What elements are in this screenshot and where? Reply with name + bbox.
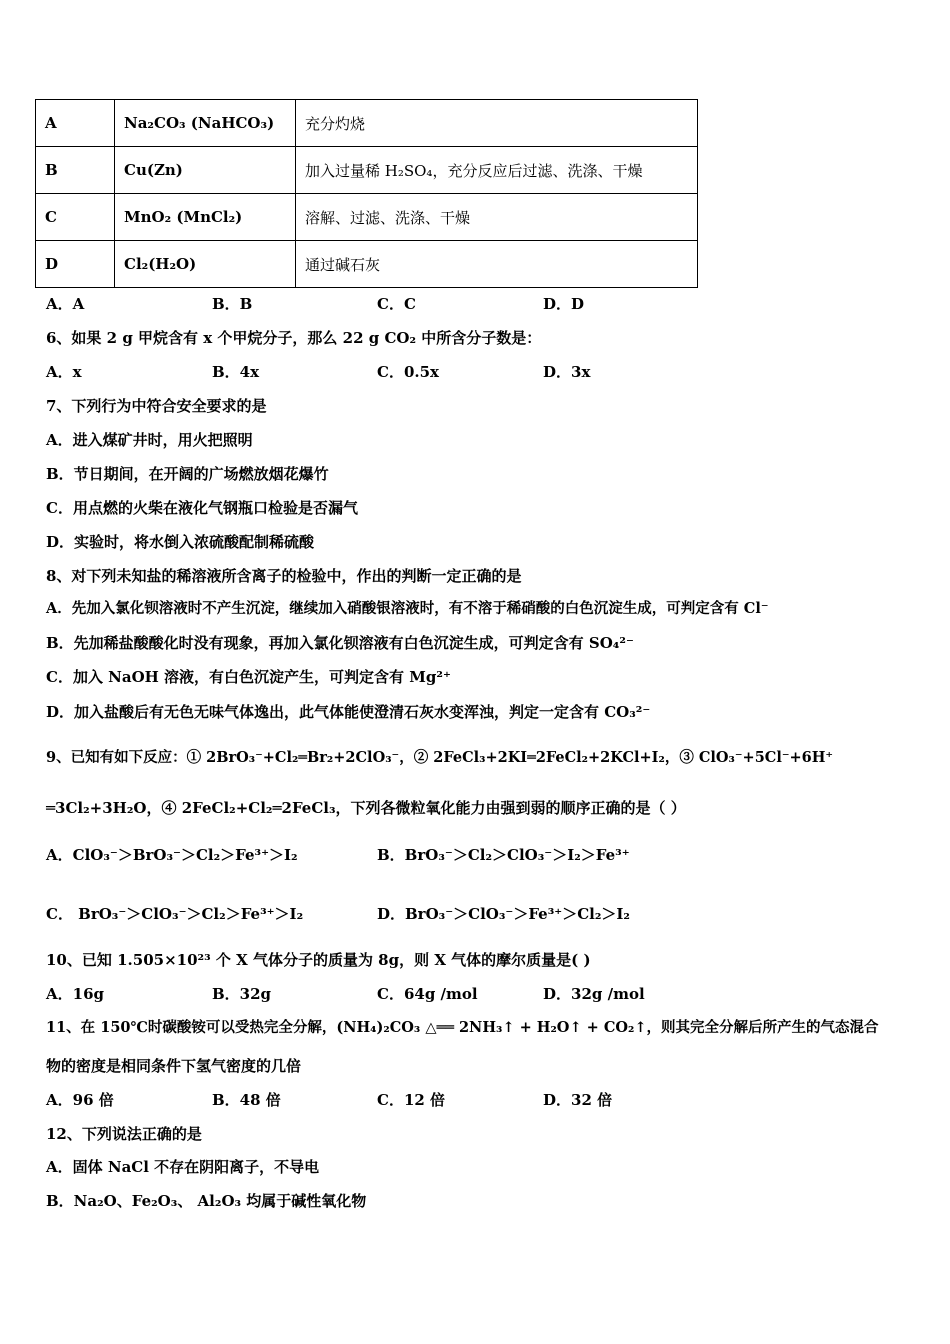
q6-choice-c: C．0.5x [377,363,439,381]
q9-choice-b: B．BrO₃⁻＞Cl₂＞ClO₃⁻＞I₂＞Fe³⁺ [377,846,630,864]
q6-choice-d: D．3x [543,363,591,381]
q11-choice-b: B．48 倍 [212,1091,281,1109]
q10-choice-a: A．16g [46,985,105,1003]
q7-stem: 7、下列行为中符合安全要求的是 [46,397,267,415]
q11-choice-c: C．12 倍 [377,1091,446,1109]
row-method: 加入过量稀 H₂SO₄，充分反应后过滤、洗涤、干燥 [296,147,698,194]
q9-choice-a: A．ClO₃⁻＞BrO₃⁻＞Cl₂＞Fe³⁺＞I₂ [46,846,298,864]
row-method: 通过碱石灰 [296,241,698,288]
q12-choice-b: B．Na₂O、Fe₂O₃、 Al₂O₃ 均属于碱性氧化物 [46,1192,367,1210]
q9-stem-line1: 9、已知有如下反应：① 2BrO₃⁻+Cl₂═Br₂+2ClO₃⁻，② 2FeCl₃+2KI═2FeCl₂+2KCl+I₂，③ ClO₃⁻+5Cl⁻+6H⁺ [46,749,834,766]
table-row [36,100,698,147]
q7-choice-c: C．用点燃的火柴在液化气钢瓶口检验是否漏气 [46,499,358,517]
row-method: 溶解、过滤、洗涤、干燥 [296,194,698,241]
q9-choice-c: C． BrO₃⁻＞ClO₃⁻＞Cl₂＞Fe³⁺＞I₂ [46,905,304,923]
row-method: 充分灼烧 [296,100,698,147]
q11-choice-a: A．96 倍 [46,1091,114,1109]
q8-choice-a: A．先加入氯化钡溶液时不产生沉淀，继续加入硝酸银溶液时，有不溶于稀硝酸的白色沉淀生成，可判定含有 Cl⁻ [46,600,769,617]
q7-choice-d: D．实验时，将水倒入浓硫酸配制稀硫酸 [46,533,315,551]
q5-choice-a: A．A [46,295,85,313]
q10-choice-c: C．64g /mol [377,985,478,1003]
q6-choice-a: A．x [46,363,82,381]
q10-stem: 10、已知 1.505×10²³ 个 X 气体分子的质量为 8g，则 X 气体的摩尔质量是( ) [46,951,591,969]
table-row [36,194,698,241]
q11-stem-line2: 物的密度是相同条件下氢气密度的几倍 [46,1057,302,1075]
q10-choice-b: B．32g [212,985,272,1003]
q7-choice-b: B．节日期间，在开阔的广场燃放烟花爆竹 [46,465,329,483]
q5-choice-b: B．B [212,295,253,313]
table-row [36,147,698,194]
q5-choice-c: C．C [377,295,416,313]
q8-choice-b: B．先加稀盐酸酸化时没有现象，再加入氯化钡溶液有白色沉淀生成，可判定含有 SO₄²⁻ [46,634,634,652]
q8-choice-c: C．加入 NaOH 溶液，有白色沉淀产生，可判定含有 Mg²⁺ [46,668,451,686]
row-label: A [36,100,115,147]
row-label: C [36,194,115,241]
row-label: D [36,241,115,288]
q7-choice-a: A．进入煤矿井时，用火把照明 [46,431,253,449]
q8-choice-d: D．加入盐酸后有无色无味气体逸出，此气体能使澄清石灰水变浑浊，判定一定含有 CO₃²⁻ [46,703,651,721]
q12-choice-a: A．固体 NaCl 不存在阴阳离子，不导电 [46,1158,320,1176]
row-substance: Na₂CO₃ (NaHCO₃) [115,100,296,147]
row-label: B [36,147,115,194]
q9-stem-line2: ═3Cl₂+3H₂O，④ 2FeCl₂+Cl₂═2FeCl₃，下列各微粒氧化能力由强到弱的顺序正确的是（ ） [46,799,686,817]
q10-choice-d: D．32g /mol [543,985,645,1003]
q12-stem: 12、下列说法正确的是 [46,1125,202,1143]
q5-choice-d: D．D [543,295,585,313]
row-substance: Cu(Zn) [115,147,296,194]
q6-stem: 6、如果 2 g 甲烷含有 x 个甲烷分子，那么 22 g CO₂ 中所含分子数是： [46,329,542,347]
table-row [36,241,698,288]
q6-choice-b: B．4x [212,363,260,381]
q9-choice-d: D．BrO₃⁻＞ClO₃⁻＞Fe³⁺＞Cl₂＞I₂ [377,905,630,923]
row-substance: MnO₂ (MnCl₂) [115,194,296,241]
row-substance: Cl₂(H₂O) [115,241,296,288]
options-table [35,99,698,288]
q11-stem-line1: 11、在 150℃时碳酸铵可以受热完全分解，(NH₄)₂CO₃ △══ 2NH₃↑ + H₂O↑ + CO₂↑，则其完全分解后所产生的气态混合 [46,1019,879,1036]
q8-stem: 8、对下列未知盐的稀溶液所含离子的检验中，作出的判断一定正确的是 [46,567,522,585]
q11-choice-d: D．32 倍 [543,1091,613,1109]
